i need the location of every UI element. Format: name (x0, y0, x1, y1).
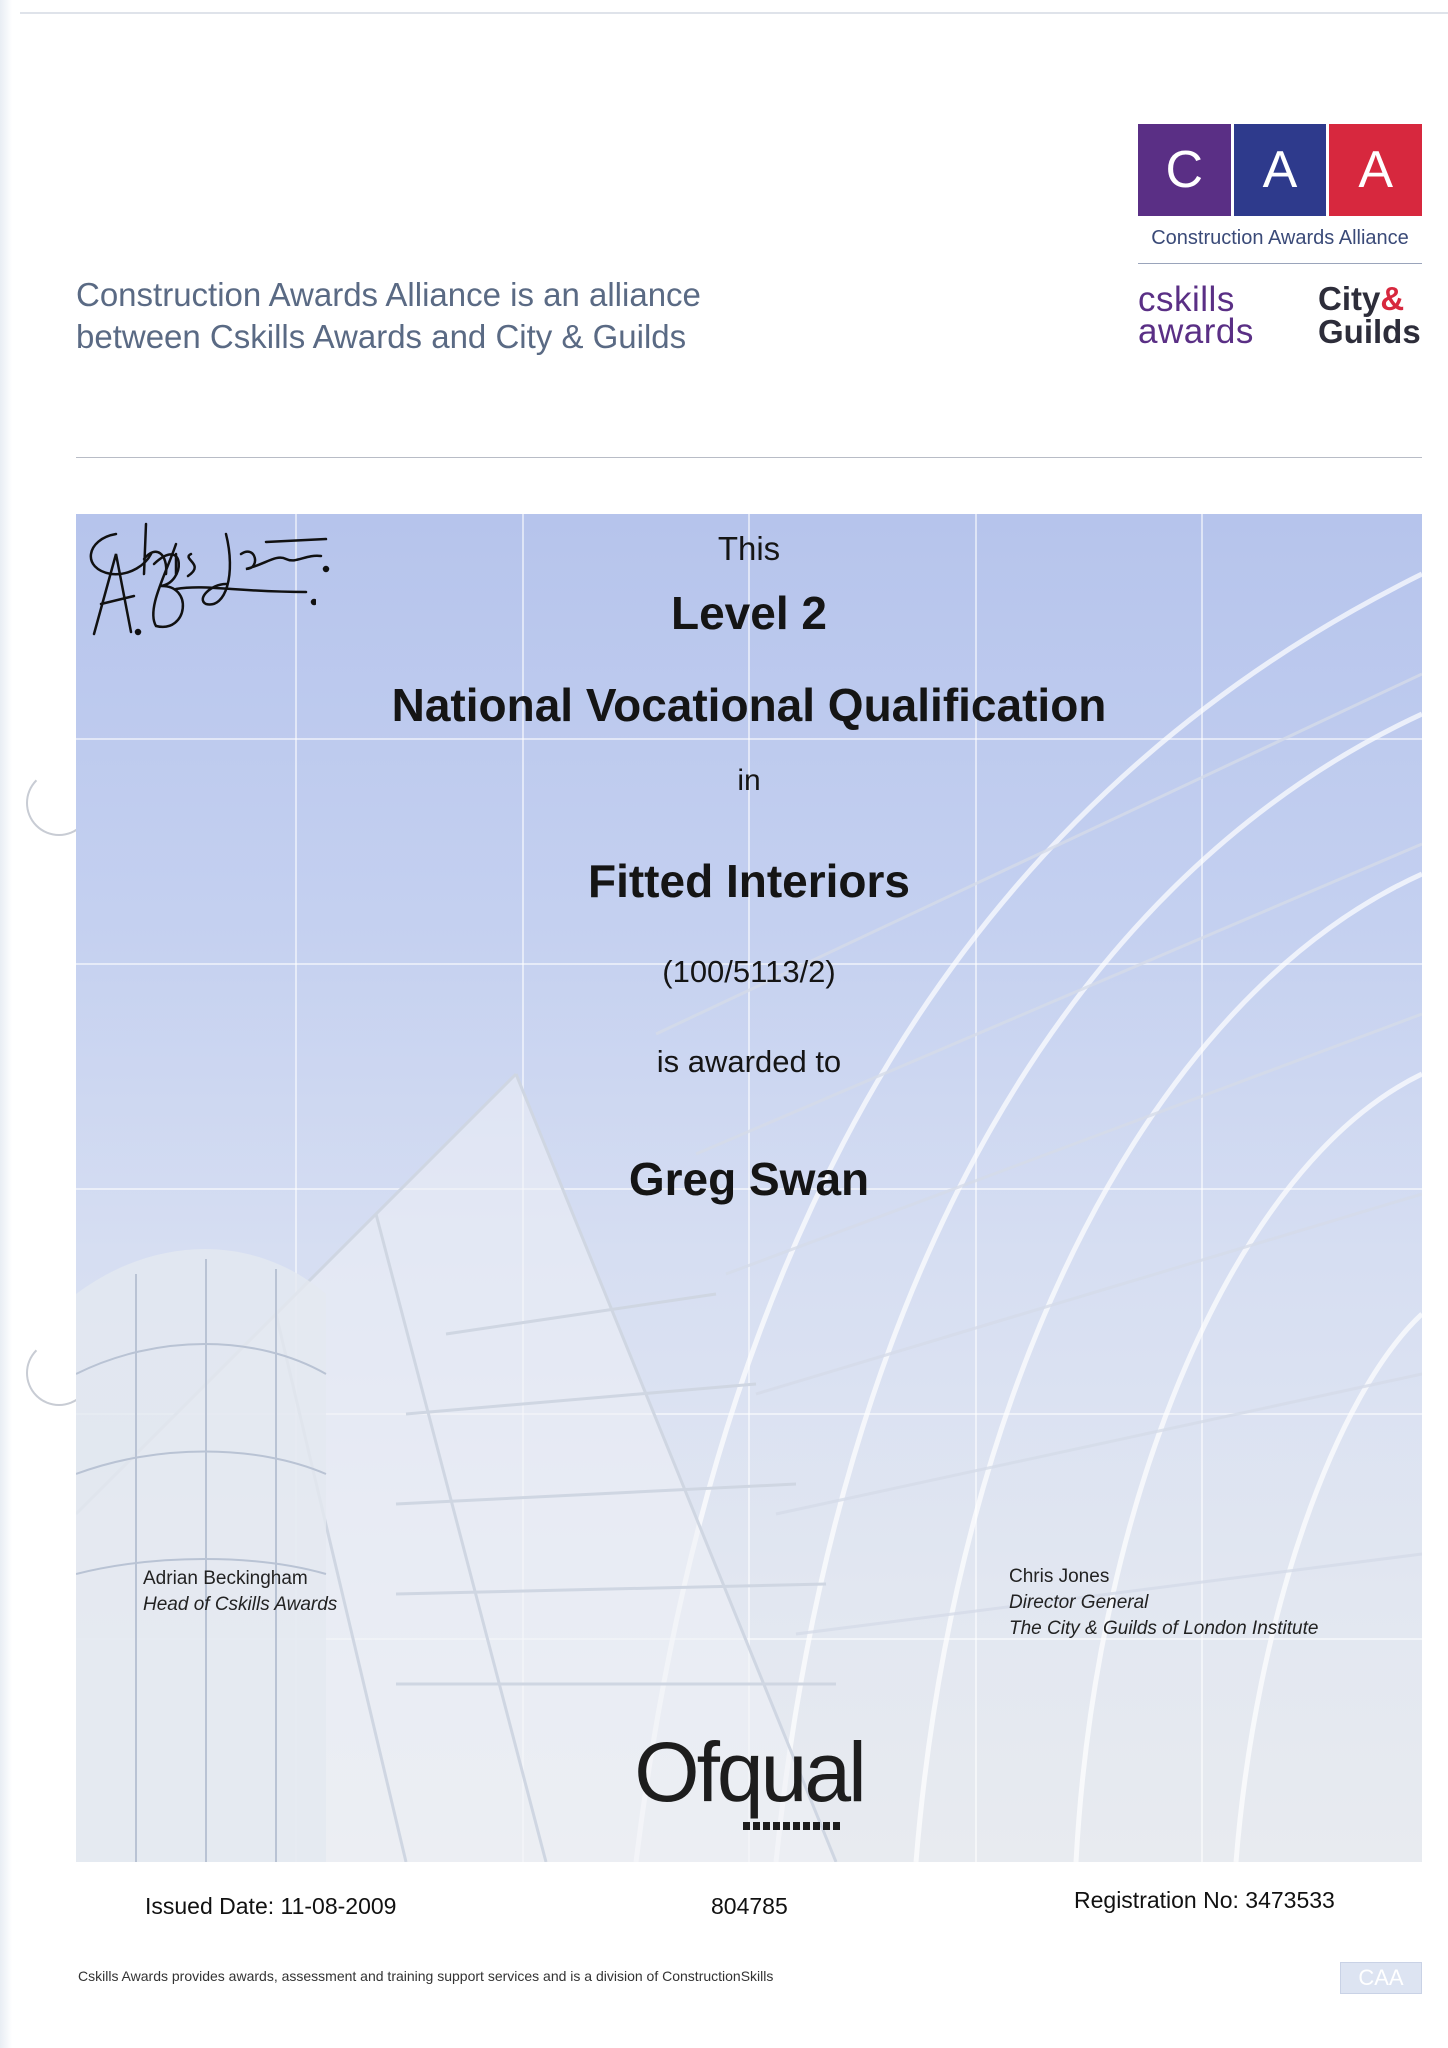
top-border (20, 12, 1448, 14)
page-edge (0, 0, 12, 2048)
signatory-left-role: Head of Cskills Awards (143, 1594, 338, 1615)
footer-small-print: Cskills Awards provides awards, assessment and training support services and is a division of ConstructionSkills (78, 1968, 774, 1984)
cert-code: (100/5113/2) (662, 954, 836, 989)
alliance-statement (76, 274, 776, 358)
caa-name: Construction Awards Alliance (1151, 227, 1409, 249)
caa-tile-c: C (1138, 124, 1231, 216)
cert-qualification: National Vocational Qualification (391, 679, 1107, 731)
city-word: City (1318, 280, 1381, 317)
caa-tile-a1: A (1234, 124, 1327, 216)
signatory-right-role-1: Director General (1009, 1592, 1149, 1613)
certificate-number: 804785 (711, 1893, 788, 1919)
ampersand-lion-icon: & (1380, 280, 1405, 317)
cert-in: in (737, 764, 761, 797)
registration-number: Registration No: 3473533 (1074, 1887, 1335, 1913)
alliance-line-1: Construction Awards Alliance is an alliance (76, 276, 701, 313)
issued-date: Issued Date: 11-08-2009 (145, 1893, 397, 1919)
ofqual-bars-icon (743, 1822, 840, 1830)
header-divider (76, 457, 1422, 458)
awards-word: awards (1138, 312, 1254, 351)
cert-subject: Fitted Interiors (587, 855, 911, 907)
certificate-panel (76, 514, 1422, 1862)
cert-awarded: is awarded to (656, 1044, 842, 1079)
caa-tile-a2: A (1329, 124, 1422, 216)
caa-mini-logo: CAA (1340, 1962, 1422, 1994)
cskills-awards-logo (1138, 280, 1254, 351)
city-guilds-logo (1318, 282, 1421, 348)
signatory-right-role-2: The City & Guilds of London Institute (1009, 1618, 1319, 1639)
signatory-right-name: Chris Jones (1009, 1566, 1110, 1587)
caa-rule (1138, 263, 1422, 264)
guilds-word: Guilds (1318, 313, 1421, 350)
cert-level: Level 2 (671, 587, 827, 639)
cskills-word: cskills (1138, 280, 1235, 319)
caa-logo (1138, 124, 1422, 216)
signatory-right (1009, 1564, 1318, 1642)
alliance-line-2: between Cskills Awards and City & Guilds (76, 318, 687, 355)
signature-right-icon (76, 514, 336, 614)
cert-intro: This (717, 530, 781, 567)
ofqual-logo: Ofqual (634, 1725, 864, 1819)
signatory-left (143, 1566, 337, 1618)
signatory-left-name: Adrian Beckingham (143, 1568, 308, 1589)
recipient-name: Greg Swan (628, 1153, 870, 1205)
